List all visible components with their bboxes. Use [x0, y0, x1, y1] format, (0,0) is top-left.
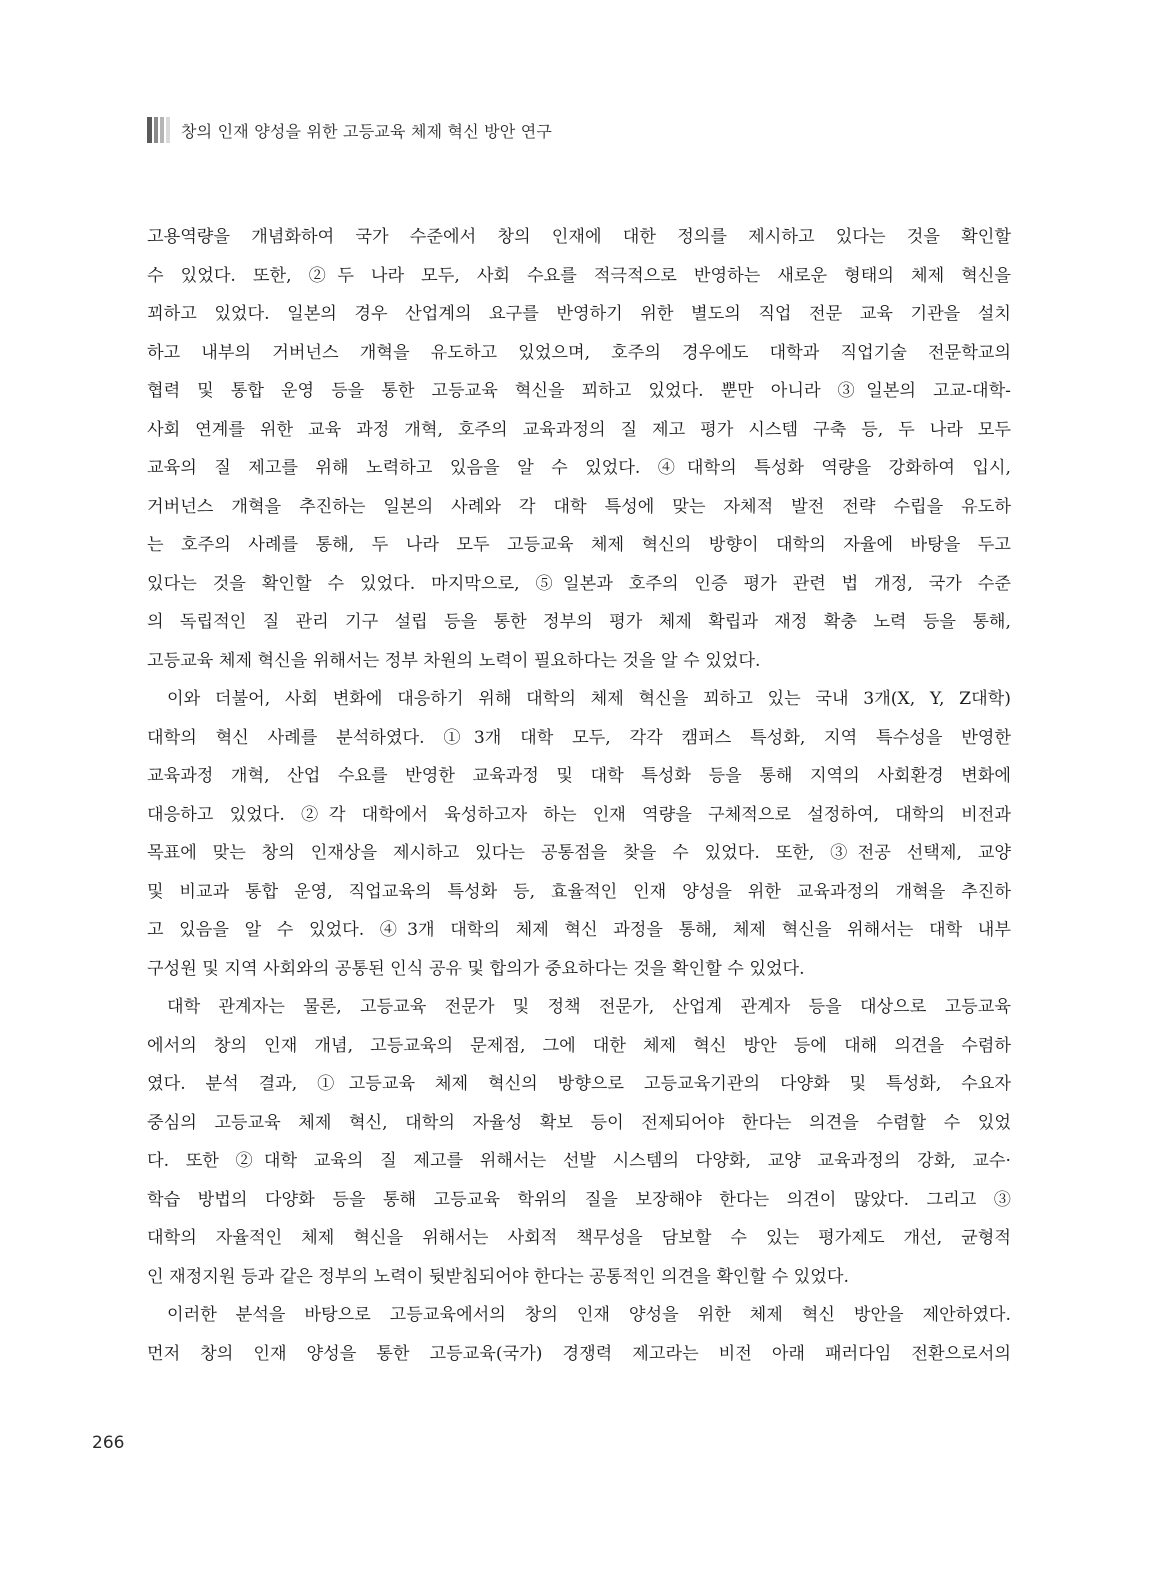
page-number: 266: [92, 1433, 125, 1453]
text-line: 수 있었다. 또한, ②두 나라 모두, 사회 수요를 적극적으로 반영하는 새로운 형태의 체제 혁신을: [147, 265, 1011, 286]
text-line: 였다. 분석 결과, ①고등교육 체제 혁신의 방향으로 고등교육기관의 다양화 및 특성화, 수요자: [147, 1074, 1011, 1094]
text-line: 먼저 창의 인재 양성을 통한 고등교육(국가) 경쟁력 제고라는 비전 아래 패러다임 전환으로서의: [147, 1343, 1011, 1364]
text-line: 인 재정지원 등과 같은 정부의 노력이 뒷받침되어야 한다는 공통적인 의견을 확인할 수 있었다.: [147, 1266, 849, 1287]
body-text: [147, 218, 1011, 1373]
text-line: 대학 관계자는 물론, 고등교육 전문가 및 정책 전문가, 산업계 관계자 등을 대상으로 고등교육: [167, 997, 1011, 1017]
text-line: 다. 또한 ②대학 교육의 질 제고를 위해서는 선발 시스템의 다양화, 교양 교육과정의 강화, 교수·: [147, 1151, 1011, 1171]
text-line: 구성원 및 지역 사회와의 공통된 인식 공유 및 합의가 중요하다는 것을 확인할 수 있었다.: [147, 958, 805, 979]
text-line: 거버넌스 개혁을 추진하는 일본의 사례와 각 대학 특성에 맞는 자체적 발전 전략 수립을 유도하: [147, 496, 1011, 517]
text-line: 교육의 질 제고를 위해 노력하고 있음을 알 수 있었다. ④대학의 특성화 역량을 강화하여 입시,: [147, 458, 1011, 478]
text-line: 의 독립적인 질 관리 기구 설립 등을 통한 정부의 평가 체제 확립과 재정 확충 노력 등을 통해,: [147, 612, 1011, 632]
text-line: 하고 내부의 거버넌스 개혁을 유도하고 있었으며, 호주의 경우에도 대학과 직업기술 전문학교의: [147, 342, 1011, 363]
running-header-title: 창의 인재 양성을 위한 고등교육 체제 혁신 방안 연구: [181, 121, 553, 141]
text-line: 협력 및 통합 운영 등을 통한 고등교육 혁신을 꾀하고 있었다. 뿐만 아니라 ③일본의 고교-대학-: [147, 381, 1011, 401]
text-line: 대학의 자율적인 체제 혁신을 위해서는 사회적 책무성을 담보할 수 있는 평가제도 개선, 균형적: [147, 1228, 1011, 1248]
text-line: 중심의 고등교육 체제 혁신, 대학의 자율성 확보 등이 전제되어야 한다는 의견을 수렴할 수 있었: [147, 1112, 1011, 1133]
text-line: 목표에 맞는 창의 인재상을 제시하고 있다는 공통점을 찾을 수 있었다. 또한, ③전공 선택제, 교양: [147, 843, 1011, 863]
text-line: 는 호주의 사례를 통해, 두 나라 모두 고등교육 체제 혁신의 방향이 대학의 자율에 바탕을 두고: [147, 535, 1011, 555]
text-line: 이러한 분석을 바탕으로 고등교육에서의 창의 인재 양성을 위한 체제 혁신 방안을 제안하였다.: [167, 1305, 1011, 1325]
text-line: 에서의 창의 인재 개념, 고등교육의 문제점, 그에 대한 체제 혁신 방안 등에 대해 의견을 수렴하: [147, 1035, 1011, 1056]
running-header: [147, 117, 552, 143]
text-line: 사회 연계를 위한 교육 과정 개혁, 호주의 교육과정의 질 제고 평가 시스템 구축 등, 두 나라 모두: [147, 419, 1011, 440]
text-line: 및 비교과 통합 운영, 직업교육의 특성화 등, 효율적인 인재 양성을 위한 교육과정의 개혁을 추진하: [147, 881, 1011, 902]
text-line: 대학의 혁신 사례를 분석하였다. ①3개 대학 모두, 각각 캠퍼스 특성화, 지역 특수성을 반영한: [147, 727, 1011, 748]
text-line: 대응하고 있었다. ②각 대학에서 육성하고자 하는 인재 역량을 구체적으로 설정하여, 대학의 비전과: [147, 804, 1011, 825]
header-bar-decoration: [147, 117, 172, 143]
text-line: 학습 방법의 다양화 등을 통해 고등교육 학위의 질을 보장해야 한다는 의견이 많았다. 그리고 ③: [147, 1189, 1011, 1210]
text-line: 고등교육 체제 혁신을 위해서는 정부 차원의 노력이 필요하다는 것을 알 수 있었다.: [147, 650, 761, 671]
text-line: 고용역량을 개념화하여 국가 수준에서 창의 인재에 대한 정의를 제시하고 있다는 것을 확인할: [147, 227, 1011, 247]
text-line: 있다는 것을 확인할 수 있었다. 마지막으로, ⑤일본과 호주의 인증 평가 관련 법 개정, 국가 수준: [147, 573, 1011, 594]
text-line: 교육과정 개혁, 산업 수요를 반영한 교육과정 및 대학 특성화 등을 통해 지역의 사회환경 변화에: [147, 766, 1011, 786]
text-line: 이와 더불어, 사회 변화에 대응하기 위해 대학의 체제 혁신을 꾀하고 있는 국내 3개(X, Y, Z대학): [167, 689, 1011, 709]
text-line: 고 있음을 알 수 있었다. ④3개 대학의 체제 혁신 과정을 통해, 체제 혁신을 위해서는 대학 내부: [147, 920, 1011, 940]
text-line: 꾀하고 있었다. 일본의 경우 산업계의 요구를 반영하기 위한 별도의 직업 전문 교육 기관을 설치: [147, 304, 1011, 324]
